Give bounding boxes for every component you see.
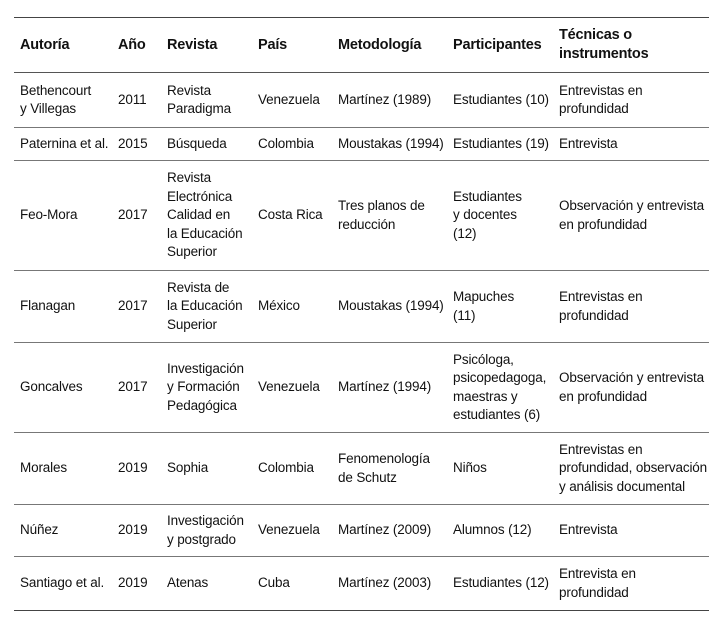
table-header [14,18,709,73]
cell-tecnicas-text: Entrevista [559,522,618,538]
header-autoria: Autoría [20,36,70,53]
header-metodologia: Metodología [338,36,422,53]
cell-metodologia [332,505,447,557]
cell-revista-text: Sophia [167,460,209,476]
cell-autoria [14,505,112,557]
cell-metodologia [332,161,447,271]
cell-pais-text: Colombia [258,460,314,476]
cell-tecnicas-text: Entrevista en profundidad [559,566,636,600]
cell-tecnicas [553,343,709,433]
table-row [14,505,709,557]
cell-tecnicas [553,73,709,128]
cell-revista-text: Búsqueda [167,135,227,151]
cell-autoria-text: Goncalves [20,379,83,395]
cell-pais [252,73,332,128]
cell-revista-text: Investigación y postgrado [167,513,244,547]
cell-anio [112,161,161,271]
cell-anio-text: 2019 [118,460,148,476]
cell-pais [252,557,332,611]
cell-participantes-text: Niños [453,460,487,476]
cell-anio-text: 2019 [118,575,148,591]
table-body [14,73,709,611]
cell-pais [252,433,332,505]
cell-revista [161,271,252,343]
cell-participantes-text: Psicóloga, psicopedagoga, maestras y estudiantes (6) [453,351,547,422]
cell-autoria [14,433,112,505]
cell-revista-text: Investigación y Formación Pedagógica [167,360,244,413]
cell-pais-text: Costa Rica [258,207,323,223]
cell-metodologia-text: Moustakas (1994) [338,135,444,151]
cell-tecnicas [553,161,709,271]
cell-participantes [447,343,553,433]
cell-metodologia-text: Moustakas (1994) [338,298,444,314]
cell-anio [112,505,161,557]
cell-revista [161,73,252,128]
cell-tecnicas-text: Entrevista [559,135,618,151]
cell-metodologia [332,343,447,433]
cell-pais-text: Venezuela [258,91,320,107]
cell-tecnicas-text: Observación y entrevista en profundidad [559,370,704,404]
cell-metodologia-text: Martínez (1994) [338,379,432,395]
header-revista: Revista [167,36,218,53]
cell-autoria [14,73,112,128]
cell-metodologia-text: Martínez (2009) [338,522,432,538]
cell-tecnicas [553,557,709,611]
cell-metodologia [332,73,447,128]
table-row [14,557,709,611]
cell-participantes [447,128,553,161]
cell-anio-text: 2017 [118,298,148,314]
cell-participantes-text: Estudiantes y docentes (12) [453,188,522,241]
header-pais: País [258,36,288,53]
cell-participantes-text: Alumnos (12) [453,522,532,538]
cell-metodologia-text: Fenomenología de Schutz [338,451,430,485]
cell-anio [112,73,161,128]
cell-pais-text: Colombia [258,135,314,151]
cell-tecnicas-text: Entrevistas en profundidad [559,289,643,323]
cell-participantes [447,557,553,611]
cell-autoria [14,271,112,343]
cell-revista-text: Revista Electrónica Calidad en la Educación Superior [167,170,243,260]
cell-revista [161,505,252,557]
cell-anio [112,271,161,343]
cell-autoria-text: Flanagan [20,298,76,314]
cell-anio [112,557,161,611]
cell-revista [161,557,252,611]
cell-metodologia [332,271,447,343]
header-anio: Año [118,36,146,53]
studies-table [14,17,709,611]
cell-tecnicas [553,271,709,343]
cell-metodologia-text: Tres planos de reducción [338,198,425,232]
cell-pais-text: México [258,298,300,314]
cell-pais-text: Venezuela [258,522,320,538]
cell-pais-text: Venezuela [258,379,320,395]
cell-anio-text: 2019 [118,522,148,538]
cell-metodologia [332,557,447,611]
cell-tecnicas [553,505,709,557]
cell-participantes-text: Estudiantes (12) [453,575,549,591]
table-row [14,73,709,128]
table-row [14,343,709,433]
cell-tecnicas-text: Entrevistas en profundidad [559,82,643,116]
table-row [14,161,709,271]
cell-tecnicas [553,433,709,505]
cell-metodologia-text: Martínez (1989) [338,91,432,107]
cell-anio-text: 2011 [118,91,147,107]
table-row [14,433,709,505]
cell-participantes [447,433,553,505]
cell-anio [112,128,161,161]
header-participantes: Participantes [453,36,542,53]
cell-autoria [14,128,112,161]
cell-anio [112,343,161,433]
cell-revista [161,433,252,505]
header-tecnicas: Técnicas o instrumentos [559,27,649,62]
cell-revista-text: Atenas [167,575,209,591]
cell-tecnicas-text: Observación y entrevista en profundidad [559,198,704,232]
cell-participantes [447,161,553,271]
cell-anio [112,433,161,505]
cell-tecnicas-text: Entrevistas en profundidad, observación y análisis documental [559,441,708,494]
cell-autoria-text: Feo-Mora [20,207,78,223]
cell-pais-text: Cuba [258,575,290,591]
cell-autoria [14,557,112,611]
cell-participantes-text: Estudiantes (10) [453,91,549,107]
cell-revista-text: Revista Paradigma [167,82,231,116]
cell-pais [252,128,332,161]
cell-revista [161,343,252,433]
table-row [14,128,709,161]
cell-pais [252,161,332,271]
cell-pais [252,343,332,433]
cell-revista [161,161,252,271]
cell-autoria-text: Paternina et al. [20,135,109,151]
cell-metodologia-text: Martínez (2003) [338,575,432,591]
cell-autoria [14,161,112,271]
header-row [14,18,709,73]
cell-anio-text: 2017 [118,379,148,395]
cell-participantes-text: Mapuches (11) [453,289,515,323]
cell-revista-text: Revista de la Educación Superior [167,279,243,332]
cell-anio-text: 2015 [118,135,148,151]
cell-tecnicas [553,128,709,161]
cell-autoria-text: Núñez [20,522,59,538]
table-row [14,271,709,343]
cell-revista [161,128,252,161]
cell-anio-text: 2017 [118,207,148,223]
cell-participantes [447,505,553,557]
cell-participantes-text: Estudiantes (19) [453,135,549,151]
cell-autoria [14,343,112,433]
cell-metodologia [332,433,447,505]
cell-autoria-text: Morales [20,460,67,476]
cell-metodologia [332,128,447,161]
cell-participantes [447,271,553,343]
cell-autoria-text: Santiago et al. [20,575,105,591]
cell-autoria-text: Bethencourt y Villegas [20,82,92,116]
cell-pais [252,271,332,343]
cell-participantes [447,73,553,128]
cell-pais [252,505,332,557]
